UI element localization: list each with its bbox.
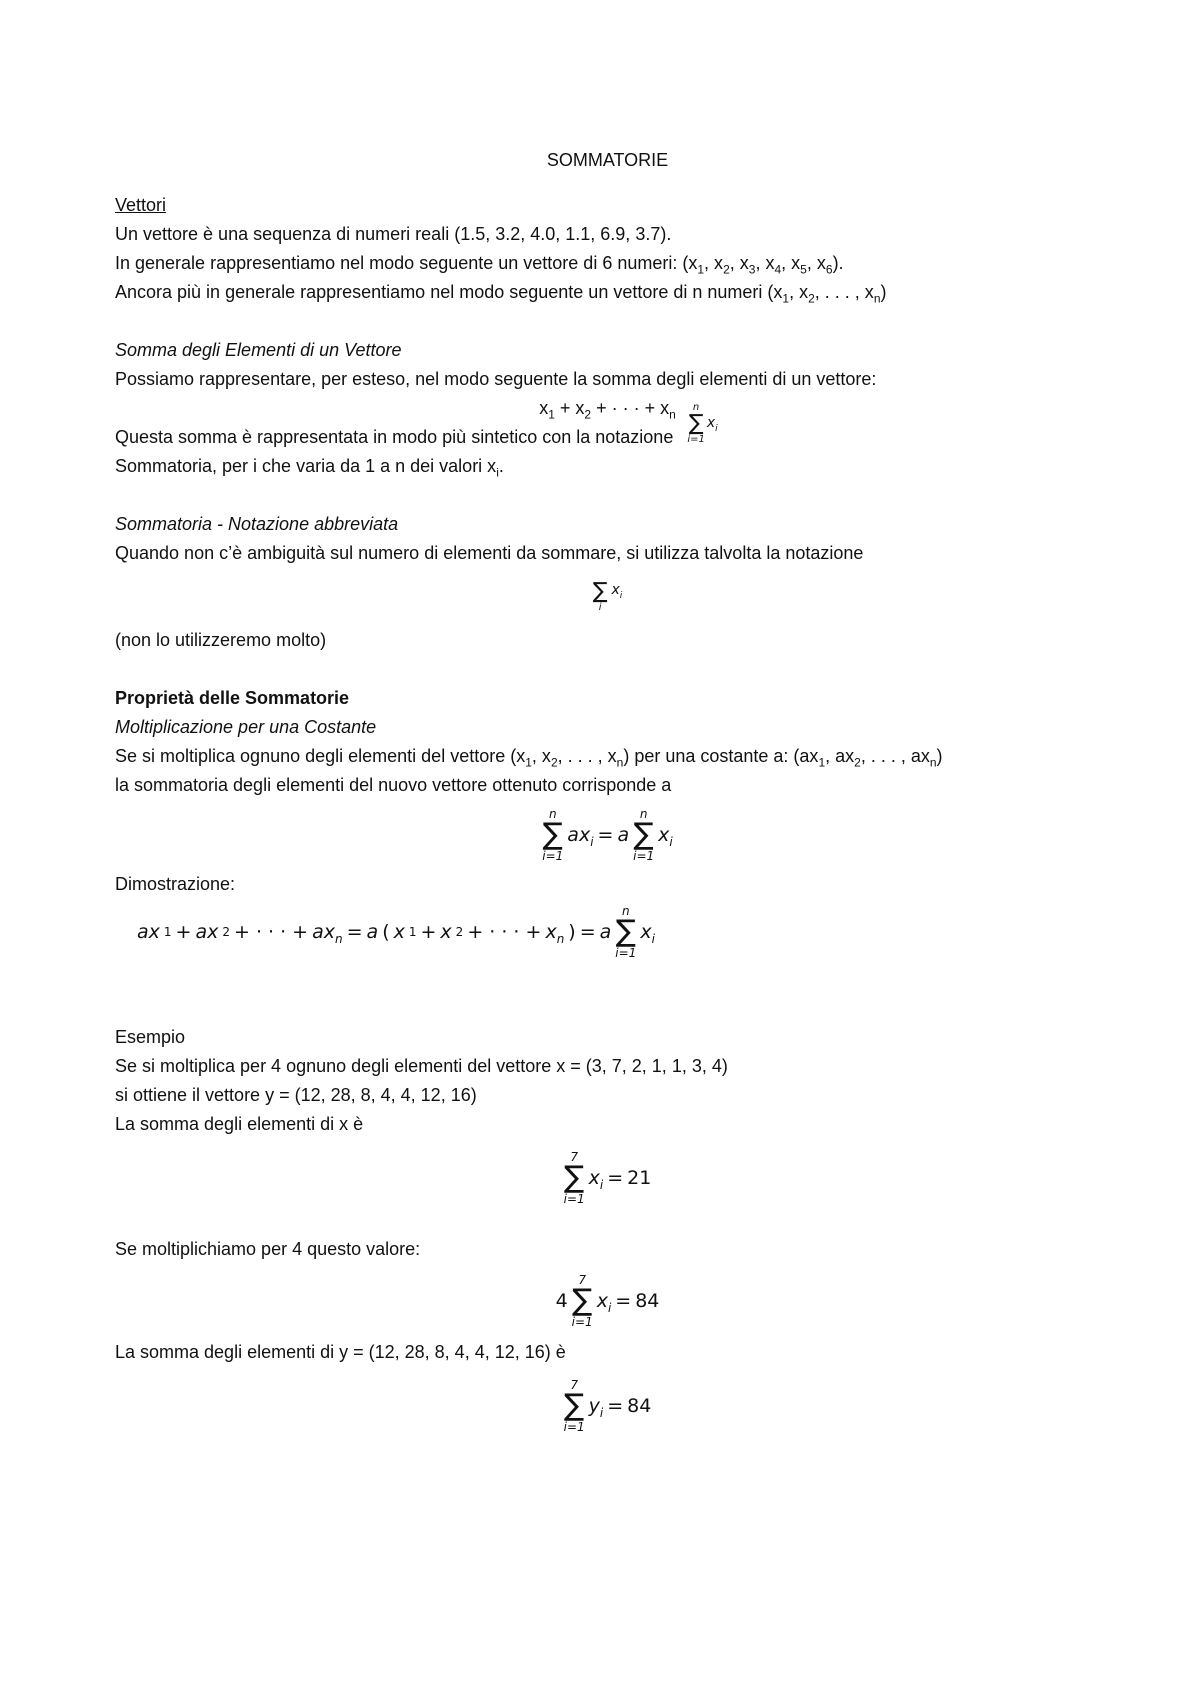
sum-4x-formula: 4 7 ∑ i=1 $x_i$ = 84 (555, 1273, 660, 1329)
section-heading-vettori: Vettori (115, 195, 167, 215)
abbreviata-line-1: Quando non c’è ambiguità sul numero di elementi da sommare, si utilizza talvolta la notazione (115, 543, 864, 563)
vettori-line-1: Un vettore è una sequenza di numeri reali (1.5, 3.2, 4.0, 1.1, 6.9, 3.7). (115, 224, 672, 244)
somma-expanded-formula: $x_1 + x_2$ + · · · + $x_n$ (539, 398, 676, 422)
section-heading-abbreviata: Sommatoria - Notazione abbreviata (115, 514, 399, 534)
section-heading-somma: Somma degli Elementi di un Vettore (115, 340, 402, 360)
dimostrazione-label: Dimostrazione: (115, 874, 236, 894)
subheading-moltiplicazione: Moltiplicazione per una Costante (115, 717, 377, 737)
sum-x-value: 21 (627, 1166, 652, 1189)
constant-multiplication-formula: n ∑ i=1 $ax_i$ = a n ∑ i=1 $x_i$ (542, 807, 673, 863)
sum-y-value: 84 (627, 1394, 652, 1417)
proprieta-line-2: la sommatoria degli elementi del nuovo vettore ottenuto corrisponde a (115, 775, 672, 795)
sum-x-formula: 7 ∑ i=1 $x_i$ = 21 (563, 1150, 652, 1206)
abbreviated-sum-formula: ∑ i $x_i$ (592, 579, 623, 613)
somma-line-3: Sommatoria, per i che varia da 1 a n dei valori $x_i$. (115, 456, 504, 480)
page-title: SOMMATORIE (546, 150, 669, 170)
esempio-line-5: La somma degli elementi di y = (12, 28, 8, 4, 4, 12, 16) è (115, 1342, 566, 1362)
esempio-line-3: La somma degli elementi di x è (115, 1114, 364, 1134)
proprieta-line-1: Se si moltiplica ognuno degli elementi del vettore ($x_1$, $x_2$, . . . , $x_n$) per una costante a: ($ax_1$, $ax_2$, . . . , $ax_n$) (115, 746, 943, 770)
vettori-line-2: In generale rappresentiamo nel modo seguente un vettore di 6 numeri: ($x_1$, $x_2$, $x_3$, $x_4$, $x_5$, $x_6$). (115, 253, 844, 277)
sum-y-formula: 7 ∑ i=1 $y_i$ = 84 (563, 1378, 652, 1434)
multiplier-value: 4 (555, 1289, 568, 1312)
section-heading-esempio: Esempio (115, 1027, 186, 1047)
vettori-line-3: Ancora più in generale rappresentiamo nel modo seguente un vettore di n numeri ($x_1$, $x_2$, . . . , $x_n$) (115, 282, 887, 306)
sum-4x-value: 84 (635, 1289, 660, 1312)
esempio-line-2: si ottiene il vettore y = (12, 28, 8, 4, 4, 12, 16) (115, 1085, 477, 1105)
somma-line-1: Possiamo rappresentare, per esteso, nel modo seguente la somma degli elementi di un vettore: (115, 369, 877, 389)
proof-formula: ax 1 + ax 2 + · · · + $ax_n$ = a ( x 1 + x 2 + · · · + $x_n$ ) = a n ∑ i=1 $x_i$ (137, 904, 655, 960)
section-heading-proprieta: Proprietà delle Sommatorie (115, 688, 350, 708)
sum-notation-formula: n ∑ i=1 $x_i$ (687, 401, 718, 445)
esempio-line-4: Se moltiplichiamo per 4 questo valore: (115, 1239, 421, 1259)
somma-line-2: Questa somma è rappresentata in modo più sintetico con la notazione (115, 427, 674, 447)
abbreviata-note: (non lo utilizzeremo molto) (115, 630, 327, 650)
esempio-line-1: Se si moltiplica per 4 ognuno degli elementi del vettore x = (3, 7, 2, 1, 1, 3, 4) (115, 1056, 728, 1076)
